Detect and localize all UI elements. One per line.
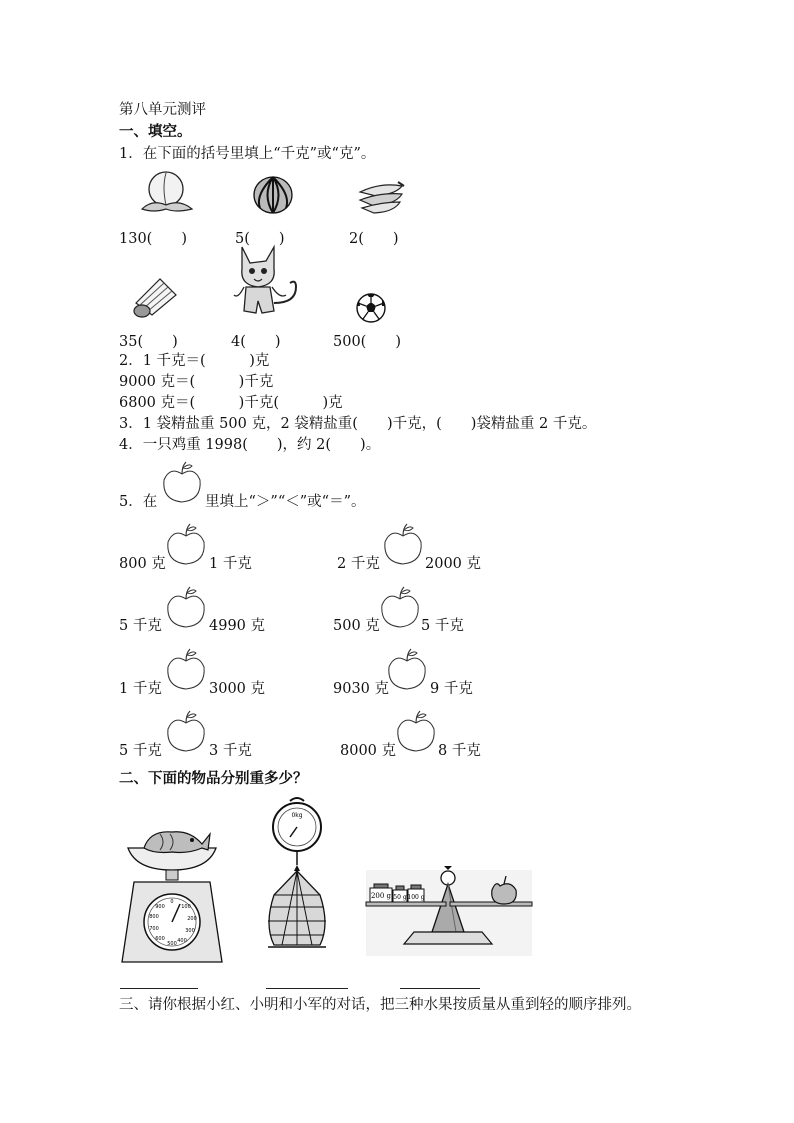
q4-text: 4．一只鸡重 1998( )，约 2( )。 — [119, 437, 381, 453]
apple-icon — [396, 709, 436, 753]
dial-mark: 0 — [170, 899, 174, 905]
q1-item-label: 500( ) — [333, 334, 401, 350]
dial-mark: 500 — [167, 941, 177, 947]
compare-right-value: 4990 克 — [209, 618, 266, 634]
balance-scale-icon — [360, 862, 535, 957]
apple-icon — [166, 647, 206, 691]
apple-icon — [166, 522, 206, 566]
weight-label: 100 g — [407, 894, 425, 901]
q2-line: 9000 克＝( )千克 — [119, 374, 274, 390]
q1-item-label: 4( ) — [231, 334, 281, 350]
compare-left-value: 9030 克 — [333, 681, 390, 697]
compare-right-value: 3000 克 — [209, 681, 266, 697]
apple-icon — [166, 585, 206, 629]
compare-left-value: 5 千克 — [119, 618, 162, 634]
q2-line: 2．1 千克＝( )克 — [119, 353, 270, 369]
q1-text: 1．在下面的括号里填上“千克”或“克”。 — [119, 146, 376, 162]
section3-heading: 三、请你根据小红、小明和小军的对话，把三种水果按质量从重到轻的顺序排列。 — [119, 997, 641, 1013]
dial-mark: 300 — [185, 928, 195, 934]
compare-right-value: 2000 克 — [425, 556, 482, 572]
compare-left-value: 5 千克 — [119, 743, 162, 759]
apple-icon — [387, 647, 427, 691]
cat-icon — [230, 243, 302, 321]
apple-icon — [166, 709, 206, 753]
dial-mark: 900 — [155, 904, 165, 910]
apple-icon — [383, 522, 423, 566]
compare-left-value: 800 克 — [119, 556, 166, 572]
answer-blank[interactable] — [400, 988, 480, 989]
compare-right-value: 1 千克 — [209, 556, 252, 572]
compare-right-value: 5 千克 — [421, 618, 464, 634]
weight-label: 200 g — [370, 892, 392, 900]
answer-blank[interactable] — [120, 988, 198, 989]
shuttlecock-icon — [130, 275, 180, 319]
compare-left-value: 2 千克 — [337, 556, 380, 572]
compare-right-value: 3 千克 — [209, 743, 252, 759]
platform-scale-with-fish-icon — [120, 826, 223, 964]
section2-heading: 二、下面的物品分别重多少？ — [119, 770, 308, 787]
weight-label: 50 g — [393, 894, 407, 901]
watermelon-icon — [252, 175, 294, 215]
q1-item-label: 2( ) — [349, 231, 399, 247]
apple-icon — [162, 460, 202, 504]
dial-mark: 800 — [149, 914, 159, 920]
q5-prefix: 5．在 — [119, 494, 158, 510]
section1-heading: 一、填空。 — [119, 123, 192, 140]
dial-mark: 100 — [181, 904, 191, 910]
hanging-scale-icon — [262, 795, 332, 957]
answer-blank[interactable] — [266, 988, 348, 989]
compare-right-value: 9 千克 — [430, 681, 473, 697]
q3-text: 3．1 袋精盐重 500 克，2 袋精盐重( )千克，( )袋精盐重 2 千克。 — [119, 416, 597, 432]
q5-suffix: 里填上“＞”“＜”或“＝”。 — [205, 494, 366, 510]
apple-icon — [380, 585, 420, 629]
compare-left-value: 1 千克 — [119, 681, 162, 697]
q1-item-label: 130( ) — [119, 231, 187, 247]
dial-mark: 600 — [155, 936, 165, 942]
compare-left-value: 8000 克 — [340, 743, 397, 759]
dial-mark: 700 — [149, 926, 159, 932]
compare-left-value: 500 克 — [333, 618, 380, 634]
bananas-icon — [356, 178, 406, 214]
dial-mark: 400 — [177, 938, 187, 944]
q2-line: 6800 克＝( )千克( )克 — [119, 395, 343, 411]
q1-item-label: 35( ) — [119, 334, 178, 350]
page-title: 第八单元测评 — [119, 102, 206, 118]
peach-icon — [136, 167, 196, 215]
compare-right-value: 8 千克 — [438, 743, 481, 759]
hanging-scale-label: 0kg — [291, 812, 303, 819]
q1-item-label: 5( ) — [235, 231, 285, 247]
soccer-ball-icon — [355, 292, 387, 324]
dial-mark: 200 — [187, 916, 197, 922]
